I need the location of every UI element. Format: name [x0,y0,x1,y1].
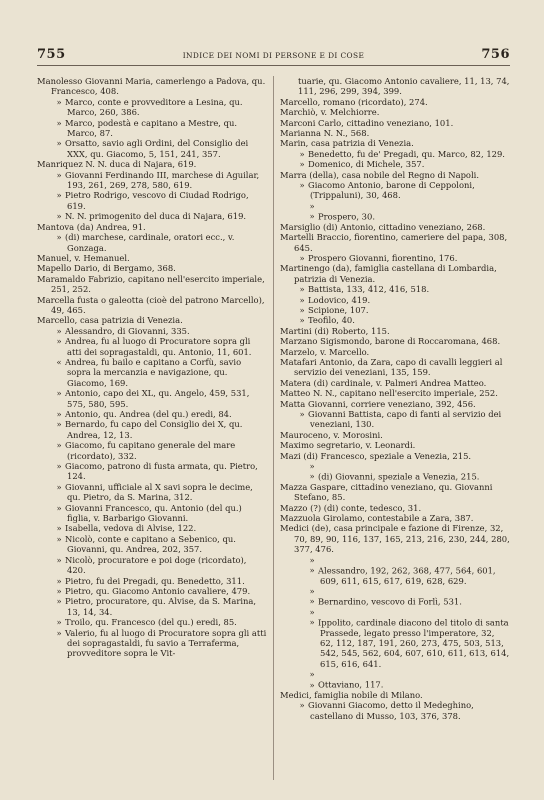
index-entry [280,440,510,450]
index-entry [280,378,510,388]
index-entry [37,118,267,139]
entry-text: Matera (di) cardinale, v. Palmeri Andrea Matteo. [280,377,487,388]
index-entry [37,170,267,191]
ditto-mark: » [299,315,305,326]
index-entry [280,159,510,169]
right-column [280,76,510,780]
entry-text: Matafari Antonio, da Zara, capo di cavalli leggieri al servizio dei veneziani, 135, 159. [280,356,503,378]
ditto-mark: » [56,336,62,347]
entry-text: Lodovico, 419. [308,294,371,305]
ditto-mark: » [56,617,62,628]
ditto-mark: » [56,409,62,419]
index-entry [37,315,267,325]
entry-text: Orsatto, savio agli Ordini, del Consiglio dei XXX, qu. Giacomo, 5, 151, 241, 357. [65,138,249,159]
entry-text: Manriquez N. N. duca di Najara, 619. [37,159,197,170]
entry-text: Giovanni Francesco, qu. Antonio (del qu.) figlia, v. Barbarigo Giovanni. [65,502,242,524]
ditto-mark: » [299,148,305,159]
ditto-mark: » » [309,554,315,576]
index-entry [280,326,510,336]
entry-text: Marin, casa patrizia di Venezia. [280,138,414,149]
entry-text: Pietro Rodrigo, vescovo di Ciudad Rodrigo, 619. [65,190,249,211]
entry-text: Andrea, fu bailo e capitano a Corfù, savio sopra la mercanzia e navigazione, qu. Giacomo, 169. [65,356,242,388]
page-number-right: 756 [481,47,510,62]
index-entry [37,97,267,118]
entry-text: Martini (di) Roberto, 115. [280,325,390,336]
index-entry [280,170,510,180]
index-entry [280,690,510,700]
ditto-mark: » [56,440,62,451]
index-entry [280,357,510,378]
index-entry [280,295,510,305]
index-entry [37,534,267,555]
index-entry [37,336,267,357]
index-entry [37,555,267,576]
entry-text: Mauroceno, v. Morosini. [280,429,383,440]
index-entry [280,107,510,117]
entry-text: (di) Giovanni, speziale a Venezia, 215. [318,471,480,482]
entry-text: Martinengo (da), famiglia castellana di Lombardia, patrizia di Venezia. [280,263,497,284]
ditto-mark: « [56,356,62,367]
ditto-mark: » [56,585,62,596]
entry-text: Valerio, fu al luogo di Procuratore sopra gli atti dei sopragastaldi, fu savio a Terraferma, provveditore sopra le Vit- [65,627,267,659]
entry-text: Giacomo Antonio, barone di Ceppoloni, (Trippaluni), 30, 468. [308,180,475,201]
index-entry [37,211,267,221]
entry-text: Prospero, 30. [318,211,375,222]
index-entry [280,305,510,315]
entry-text: Giacomo, patrono di fusta armata, qu. Pietro, 124. [65,461,258,482]
ditto-mark: » [56,96,62,107]
entry-text: Prospero Giovanni, fiorentino, 176. [308,252,458,263]
entry-text: Giovanni Ferdinando III, marchese di Aguilar, 193, 261, 269, 278, 580, 619. [65,169,260,191]
entry-text: Pietro, fu dei Pregadi, qu. Benedetto, 311. [65,575,245,586]
entry-text: Mapello Dario, di Bergamo, 368. [37,263,176,274]
ditto-mark: » [299,700,305,711]
ditto-mark: » » [309,585,315,607]
index-entry [37,586,267,596]
ditto-mark: » [56,523,62,534]
entry-text: Pietro, qu. Giacomo Antonio cavaliere, 479. [65,585,251,596]
entry-text: Alessandro, di Giovanni, 335. [65,325,190,336]
index-entry [37,190,267,211]
entry-text: Antonio, capo dei XL, qu. Angelo, 459, 531, 575, 580, 595. [65,388,250,409]
entry-text: Mazzo (?) (di) conte, tedesco, 31. [280,502,422,513]
entry-text: N. N. primogenito del duca di Najara, 619. [65,211,247,222]
ditto-mark: » [56,190,62,201]
index-entry [37,576,267,586]
entry-text: Medici (de), casa principale e fazione di Firenze, 32, 70, 89, 90, 116, 137, 165, 213, 216, 230, 244, 280, 377, 476. [280,523,510,555]
entry-text: Troilo, qu. Francesco (del qu.) eredi, 85. [65,617,237,628]
entry-text: Marcella fusta o galeotta (cioè del patrono Marcello), 49, 465. [37,294,265,315]
index-entry [37,388,267,409]
index-entry [37,274,267,295]
entry-text: Nicolò, conte e capitano a Sebenico, qu. Giovanni, qu. Andrea, 202, 357. [65,533,236,555]
index-entry [280,138,510,148]
index-entry [280,482,510,503]
index-entry [37,295,267,316]
entry-text: Marconi Carlo, cittadino veneziano, 101. [280,117,454,128]
index-entry [280,128,510,138]
entry-text: Marzelo, v. Marcello. [280,346,370,357]
ditto-mark: » » [309,461,315,482]
ditto-mark: » [56,138,62,149]
index-entry [37,419,267,440]
ditto-mark: » [299,294,305,305]
index-entry [37,263,267,273]
entry-text: Mazzuola Girolamo, contestabile a Zara, 387. [280,513,474,524]
ditto-mark: » » [309,669,315,690]
index-entry [280,700,510,721]
index-entry [280,315,510,325]
ditto-mark: » [56,211,62,222]
entry-text: Scipione, 107. [308,304,369,315]
index-entry [37,159,267,169]
ditto-mark: » [56,533,62,544]
index-entry [280,336,510,346]
index-entry [37,326,267,336]
ditto-mark: » [56,481,62,492]
index-entry [280,669,510,690]
entry-text: Giovanni Giacomo, detto il Medeghino, castellano di Musso, 103, 376, 378. [308,700,474,721]
index-entry [280,388,510,398]
index-entry [280,118,510,128]
entry-text: Medici, famiglia nobile di Milano. [280,689,423,700]
entry-text: Mantova (da) Andrea, 91. [37,221,146,232]
ditto-mark: » [56,627,62,638]
entry-text: Ippolito, cardinale diacono del titolo di santa Prassede, legato presso l'imperatore, 32, 62, 112, 187, 191, 260, 273, 475, 503, 513, 542, 545, 562, 604, 607, 610, 611, 613, 614, 615, 616, 641. [318,617,510,669]
ditto-mark: » [299,304,305,315]
index-entry [37,76,267,97]
entry-text: Manuel, v. Hemanuel. [37,252,130,263]
ditto-mark: » [56,169,62,180]
entry-text: Teofilo, 40. [308,315,355,326]
index-entry [37,440,267,461]
entry-text: Giacomo, fu capitano generale del mare (ricordato), 332. [65,440,236,461]
entry-text: Bernardino, vescovo di Forlì, 531. [318,596,462,607]
ditto-mark: » [56,388,62,399]
ditto-mark: » [56,117,62,128]
column-divider [273,76,274,780]
ditto-mark: » [299,180,305,191]
index-entry [37,253,267,263]
index-columns [37,76,510,780]
entry-text: Marco, podestà e capitano a Mestre, qu. Marco, 87. [65,117,238,139]
entry-text: Matta Giovanni, corriere veneziano, 392, 456. [280,398,476,409]
entry-text: Ottaviano, 117. [318,679,384,690]
index-entry [280,284,510,294]
entry-text: Pietro, procuratore, qu. Alvise, da S. Marina, 13, 14, 34. [65,596,257,617]
ditto-mark: » [56,554,62,565]
index-entry [37,596,267,617]
index-entry [280,149,510,159]
entry-text: Maramaldo Fabrizio, capitano nell'esercito imperiale, 251, 252. [37,273,265,295]
index-entry [280,461,510,482]
ditto-mark: » [56,596,62,607]
entry-text: Matteo N. N., capitano nell'esercito imperiale, 252. [280,388,498,399]
entry-text: Martelli Braccio, fiorentino, cameriere del papa, 308, 645. [280,232,508,253]
index-entry [280,201,510,222]
entry-text: Marchiò, v. Melchiorre. [280,107,380,118]
entry-text: Giovanni Battista, capo di fanti al servizio dei veneziani, 130. [308,409,502,430]
ditto-mark: » [56,232,62,243]
index-entry [37,138,267,159]
index-entry [37,523,267,533]
page-number-left: 755 [37,47,66,62]
entry-text: Andrea, fu al luogo di Procuratore sopra gli atti dei sopragastaldi, qu. Antonio, 11, 601. [65,336,252,357]
entry-text: Maximo segretario, v. Leonardi. [280,440,416,451]
entry-text: Isabella, vedova di Alvise, 122. [65,523,197,534]
entry-text: Battista, 133, 412, 416, 518. [308,284,430,295]
entry-text: Bernardo, fu capo del Consiglio dei X, qu. Andrea, 12, 13. [65,419,243,440]
index-entry [280,399,510,409]
index-entry [280,513,510,523]
ditto-mark: » » [309,200,315,222]
ditto-mark: » [299,409,305,419]
index-entry [280,76,510,97]
entry-text: Marzano Sigismondo, barone di Roccaromana, 468. [280,336,501,347]
index-entry [280,451,510,461]
index-entry [37,232,267,253]
entry-text: Antonio, qu. Andrea (del qu.) eredi, 84. [65,409,232,419]
ditto-mark: » » [309,606,315,628]
entry-text: Marsiglio (di) Antonio, cittadino veneziano, 268. [280,221,486,232]
index-entry [280,607,510,669]
index-entry [280,253,510,263]
index-entry [280,430,510,440]
ditto-mark: » [56,575,62,586]
ditto-mark: » [299,252,305,263]
index-entry [280,97,510,107]
entry-text: Alessandro, 192, 262, 368, 477, 564, 601, 609, 611, 615, 617, 619, 628, 629. [318,565,496,586]
ditto-mark: » [56,461,62,472]
ditto-mark: » [299,159,305,170]
index-entry [280,232,510,253]
entry-text: Giovanni, ufficiale al X savi sopra le decime, qu. Pietro, da S. Marina, 312. [65,481,253,503]
running-title: INDICE DEI NOMI DI PERSONE E DI COSE [182,51,365,60]
entry-text: Mazza Gaspare, cittadino veneziano, qu. Giovanni Stefano, 85. [280,481,493,503]
entry-text: Marianna N. N., 568. [280,128,370,139]
entry-text: tuarie, qu. Giacomo Antonio cavaliere, 11, 13, 74, 111, 296, 299, 394, 399. [298,76,510,97]
index-entry [37,461,267,482]
ditto-mark: » [56,325,62,336]
entry-text: Marco, conte e provveditore a Lesina, qu. Marco, 260, 386. [65,96,243,118]
entry-text: Manolesso Giovanni Maria, camerlengo a Padova, qu. Francesco, 408. [37,76,266,97]
index-entry [37,503,267,524]
index-entry [280,503,510,513]
index-entry [280,409,510,430]
index-entry [280,523,510,554]
index-entry [37,628,267,659]
index-entry [37,617,267,627]
index-entry [280,222,510,232]
entry-text: Domenico, di Michele, 357. [308,159,425,170]
ditto-mark: » [56,502,62,513]
entry-text: (di) marchese, cardinale, oratori ecc., v. Gonzaga. [65,232,235,253]
ditto-mark: » [56,419,62,430]
index-entry [37,357,267,388]
index-entry [280,555,510,586]
entry-text: Mazi (di) Francesco, speziale a Venezia, 215. [280,450,472,461]
entry-text: Marcello, casa patrizia di Venezia. [37,315,183,326]
index-entry [280,263,510,284]
ditto-mark: » [299,284,305,295]
index-entry [37,409,267,419]
index-entry [37,222,267,232]
entry-text: Nicolò, procuratore e poi doge (ricordato), 420. [65,554,247,576]
index-entry [37,482,267,503]
page-header [37,47,510,66]
index-entry [280,180,510,201]
entry-text: Benedetto, fu de' Pregadi, qu. Marco, 82, 129. [308,148,505,159]
index-entry [280,347,510,357]
index-entry [280,586,510,607]
entry-text: Marra (della), casa nobile del Regno di Napoli. [280,169,479,180]
entry-text: Marcello, romano (ricordato), 274. [280,96,428,107]
left-column [37,76,267,780]
